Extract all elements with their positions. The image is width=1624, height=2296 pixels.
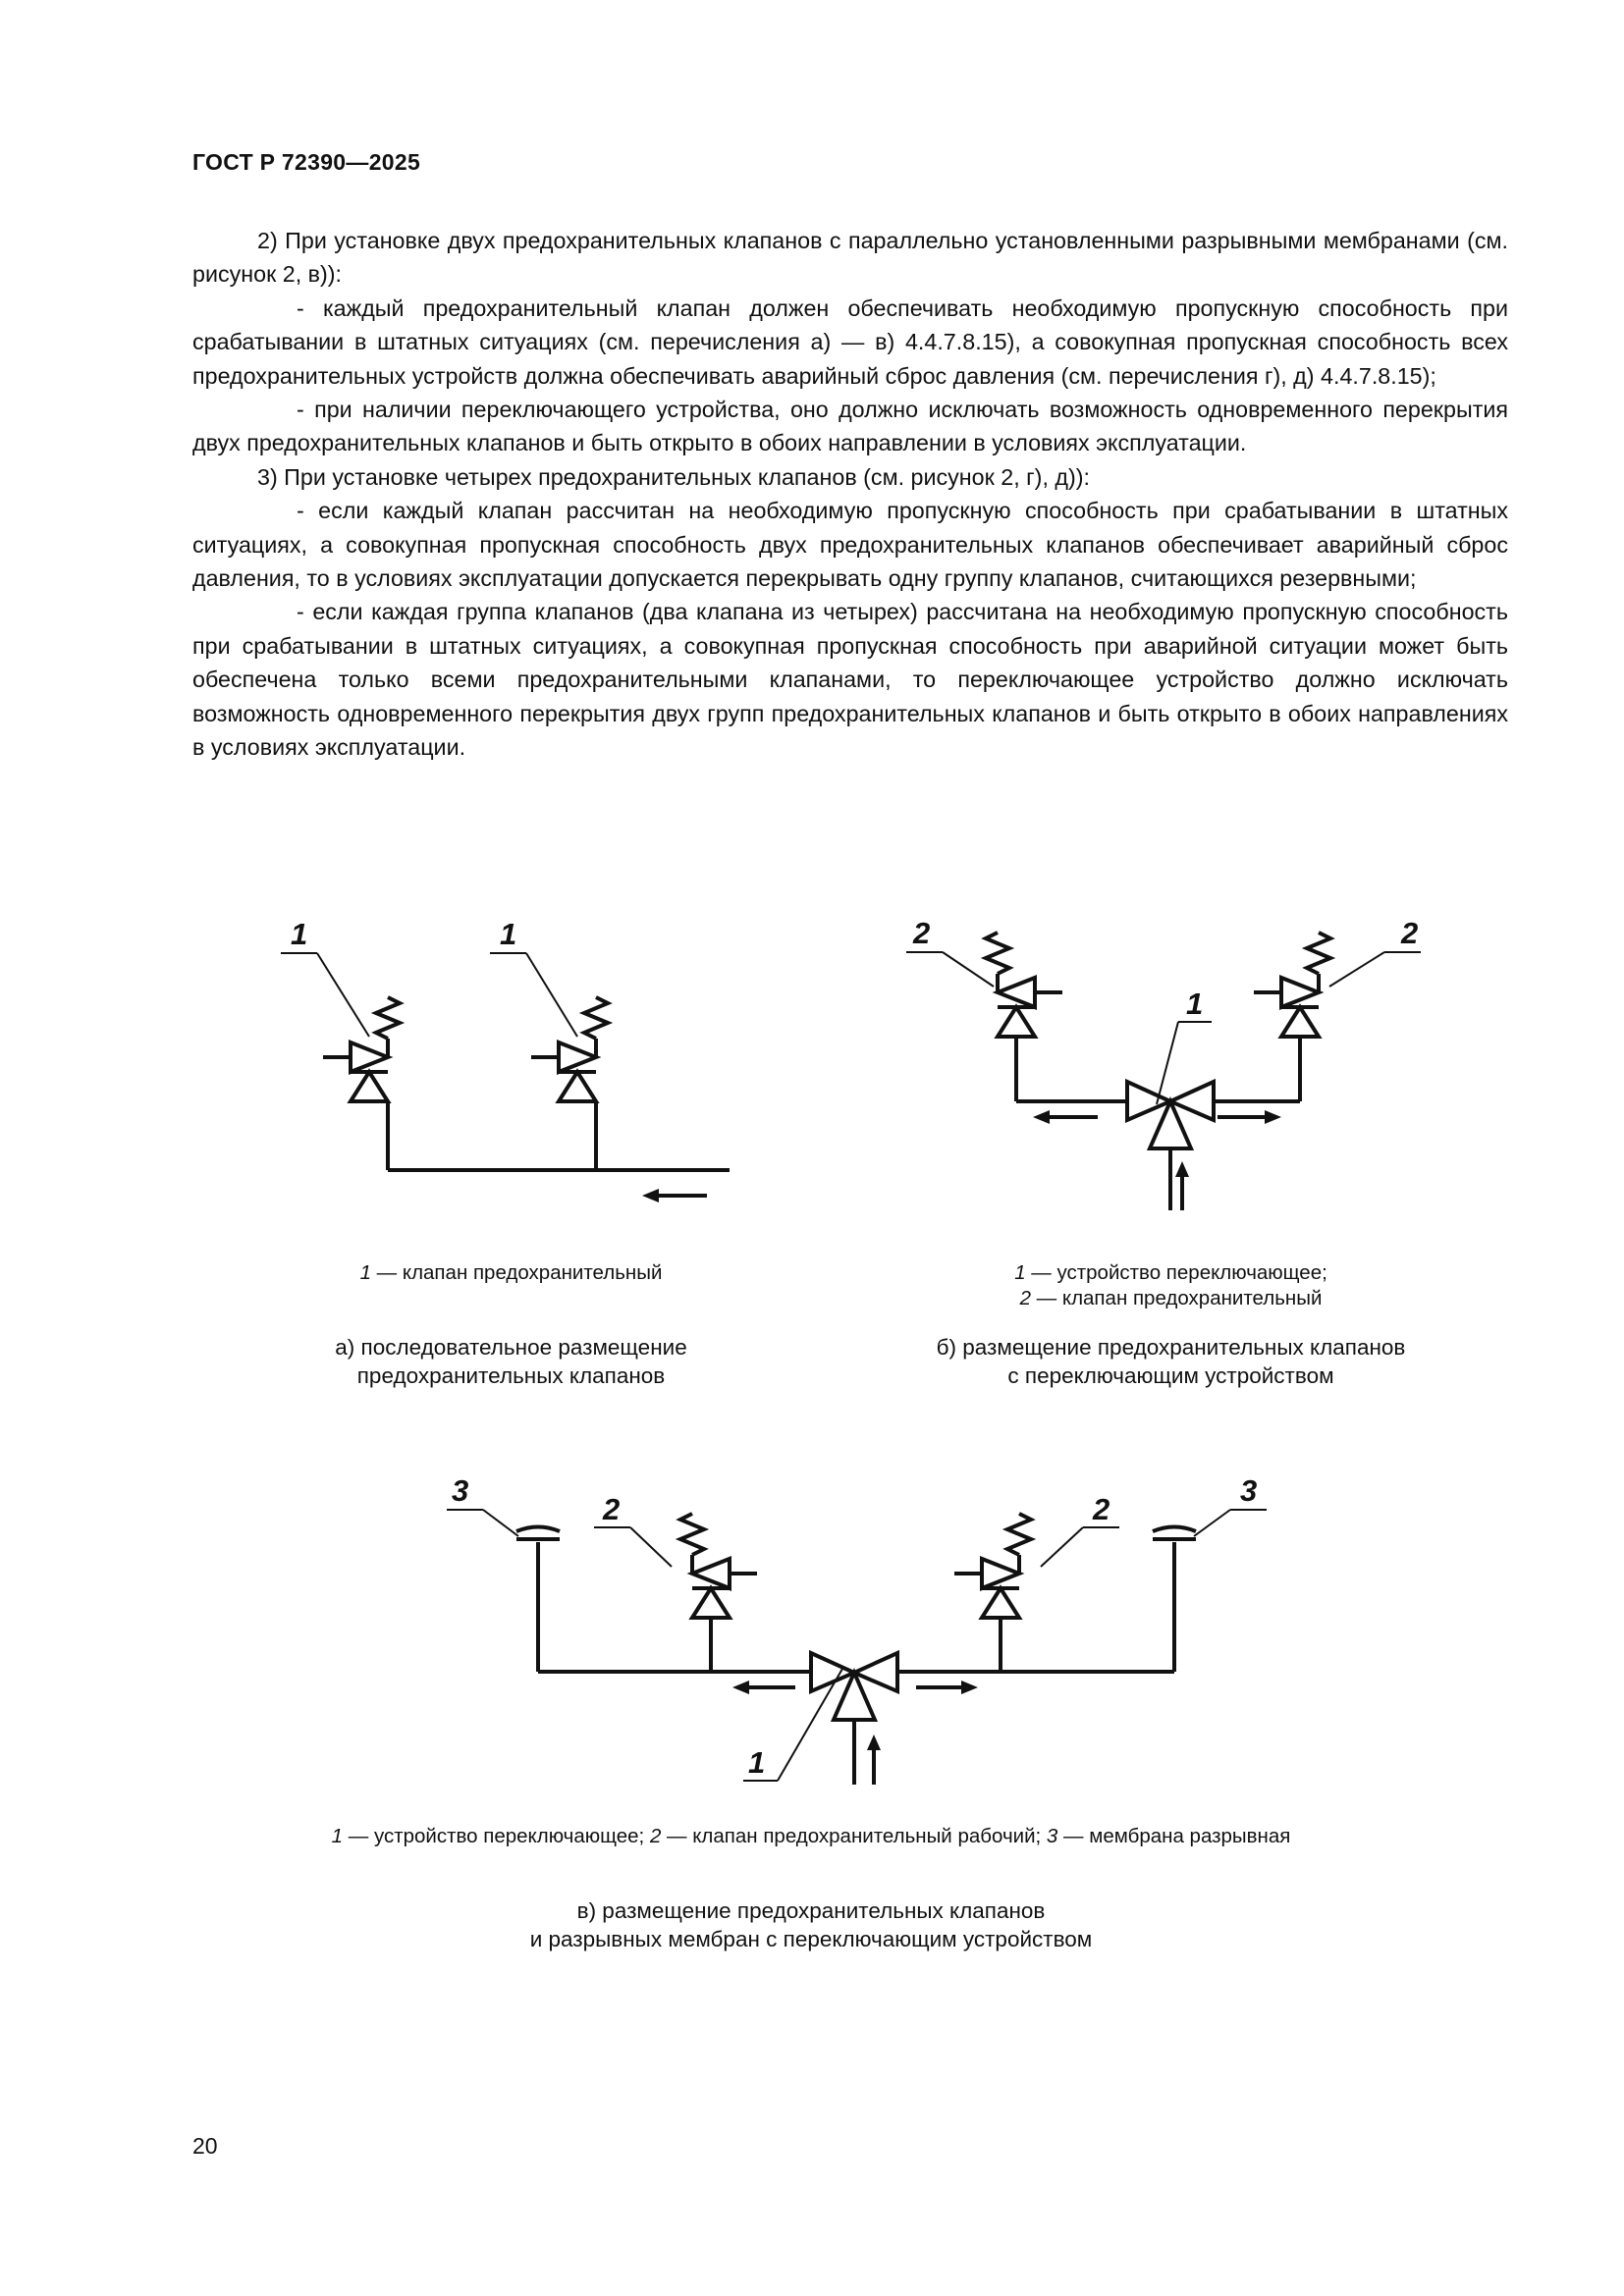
callout-label: 2 bbox=[1401, 916, 1419, 950]
figure-c-caption bbox=[467, 1896, 1155, 1953]
callout-label: 1 bbox=[1186, 987, 1204, 1021]
figure-b-legend bbox=[923, 1260, 1419, 1311]
callout-label: 3 bbox=[452, 1473, 469, 1508]
figure-c-legend bbox=[291, 1824, 1331, 1849]
caption-line: в) размещение предохранительных клапанов bbox=[576, 1898, 1046, 1923]
callout-label: 3 bbox=[1240, 1473, 1258, 1508]
switching-device bbox=[1127, 1082, 1214, 1148]
safety-valve bbox=[986, 933, 1062, 1037]
callout-label: 1 bbox=[500, 917, 517, 951]
legend-text: — клапан предохранительный bbox=[1030, 1287, 1323, 1309]
safety-valve bbox=[323, 997, 400, 1101]
legend-number: 1 bbox=[1014, 1261, 1026, 1284]
figure-a-legend bbox=[302, 1260, 720, 1286]
caption-line: с переключающим устройством bbox=[1007, 1363, 1334, 1388]
figure-b-caption bbox=[893, 1333, 1448, 1390]
legend-number: 3 bbox=[1046, 1825, 1058, 1847]
caption-line: а) последовательное размещение bbox=[335, 1335, 687, 1360]
caption-line: предохранительных клапанов bbox=[356, 1363, 666, 1388]
paragraph: 2) При установке двух предохранительных клапанов с параллельно установленными разрывными мембранами (см. рисунок 2, в)): bbox=[192, 228, 1508, 288]
legend-text: — мембрана разрывная bbox=[1057, 1825, 1291, 1847]
figure-c bbox=[447, 1473, 1267, 1785]
figure-a-caption bbox=[263, 1333, 759, 1390]
callout-label: 2 bbox=[913, 916, 931, 950]
burst-membrane bbox=[1153, 1527, 1196, 1540]
safety-valve bbox=[680, 1514, 757, 1618]
legend-text: — устройство переключающее; bbox=[343, 1825, 650, 1847]
burst-membrane bbox=[516, 1527, 560, 1540]
caption-line: и разрывных мембран с переключающим устройством bbox=[529, 1927, 1093, 1951]
callout-label: 2 bbox=[1093, 1492, 1110, 1526]
callout-label: 2 bbox=[603, 1492, 621, 1526]
legend-text: — клапан предохранительный bbox=[370, 1261, 663, 1284]
safety-valve bbox=[531, 997, 608, 1101]
paragraph: - при наличии переключающего устройства, оно должно исключать возможность одновременного перекрытия двух предохранительных клапанов и быть открыто в обоих направлении в условиях эксплуатации. bbox=[192, 397, 1508, 456]
legend-number: 1 bbox=[331, 1825, 344, 1847]
legend-number: 2 bbox=[649, 1825, 662, 1847]
switching-device bbox=[811, 1653, 897, 1720]
page-number: 20 bbox=[192, 2133, 218, 2159]
legend-text: — устройство переключающее; bbox=[1025, 1261, 1327, 1284]
safety-valve bbox=[1254, 933, 1330, 1037]
figure-b bbox=[906, 916, 1421, 1210]
figure-a bbox=[281, 917, 730, 1202]
legend-number: 1 bbox=[359, 1261, 371, 1284]
paragraph: - если каждая группа клапанов (два клапана из четырех) рассчитана на необходимую пропускную способность при срабатывании в штатных ситуациях, а совокупная пропускная способность при аварийной ситуации может быть обеспечена только всеми предохранительными клапанами, то переключающее устройство должно исключать возможность одновременного перекрытия двух групп предохранительных клапанов и быть открыто в обоих направлениях в условиях эксплуатации. bbox=[192, 599, 1508, 761]
safety-valve bbox=[954, 1514, 1031, 1618]
paragraph: 3) При установке четырех предохранительных клапанов (см. рисунок 2, г), д)): bbox=[257, 463, 1090, 490]
caption-line: б) размещение предохранительных клапанов bbox=[936, 1335, 1406, 1360]
callout-label: 1 bbox=[291, 917, 308, 951]
legend-number: 2 bbox=[1019, 1287, 1031, 1309]
paragraph: - каждый предохранительный клапан должен обеспечивать необходимую пропускную способность при срабатывании в штатных ситуациях (см. перечисления а) — в) 4.4.7.8.15), а совокупная пропускная способность всех предохранительных устройств должна обеспечивать аварийный сброс давления (см. перечисления г), д) 4.4.7.8.15); bbox=[192, 294, 1508, 389]
document-header: ГОСТ Р 72390—2025 bbox=[192, 149, 421, 175]
callout-label: 1 bbox=[748, 1745, 766, 1780]
paragraph: - если каждый клапан рассчитан на необходимую пропускную способность при срабатывании в штатных ситуациях, а совокупная пропускная способность двух предохранительных клапанов обеспечивает аварийный сброс давления, то в условиях эксплуатации допускается перекрывать одну группу клапанов, считающихся резервными; bbox=[192, 498, 1508, 592]
legend-text: — клапан предохранительный рабочий; bbox=[661, 1825, 1047, 1847]
